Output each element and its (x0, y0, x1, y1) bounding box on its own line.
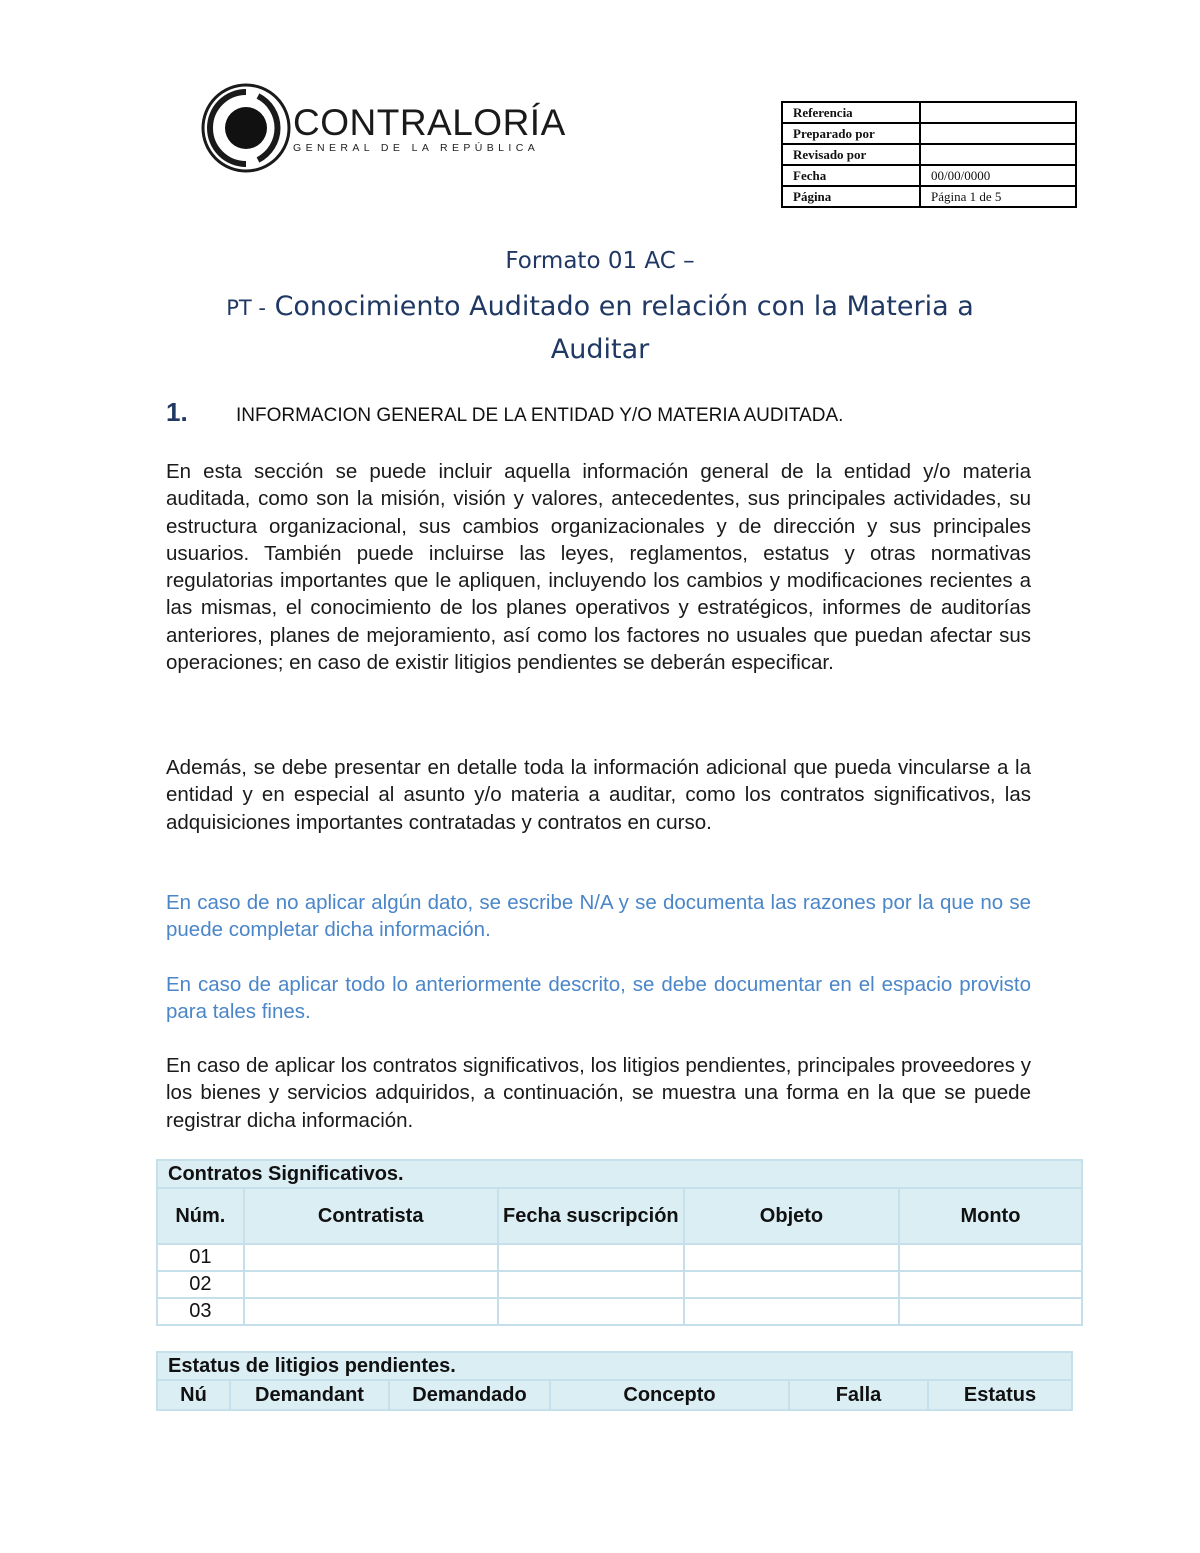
cell-objeto[interactable] (684, 1271, 899, 1298)
prepared-by-value[interactable] (920, 123, 1076, 144)
date-row (782, 165, 1076, 186)
prepared-by-label: Preparado por (782, 123, 920, 144)
litigation-caption-row (157, 1352, 1072, 1380)
header-nu: Nú (157, 1380, 230, 1410)
header-estatus: Estatus (928, 1380, 1072, 1410)
cell-contratista[interactable] (244, 1298, 498, 1325)
cell-objeto[interactable] (684, 1244, 899, 1271)
row-number: 02 (157, 1271, 244, 1298)
reviewed-by-value[interactable] (920, 144, 1076, 165)
cell-contratista[interactable] (244, 1244, 498, 1271)
litigation-table (156, 1351, 1073, 1411)
cell-objeto[interactable] (684, 1298, 899, 1325)
reference-table (781, 101, 1077, 208)
header-falla: Falla (789, 1380, 928, 1410)
form-title: Formato 01 AC – (505, 248, 695, 274)
header-monto: Monto (899, 1188, 1082, 1244)
date-value[interactable]: 00/00/0000 (920, 165, 1076, 186)
header-demandado: Demandado (389, 1380, 550, 1410)
section-number: 1. (166, 397, 188, 427)
date-label: Fecha (782, 165, 920, 186)
header-objeto: Objeto (684, 1188, 899, 1244)
logo-subtitle: GENERAL DE LA REPÚBLICA (293, 142, 540, 154)
contracts-caption-row (157, 1160, 1082, 1188)
contraloria-logo (196, 76, 566, 180)
cell-monto[interactable] (899, 1298, 1082, 1325)
note-document: En caso de aplicar todo lo anteriormente descrito, se debe documentar en el espacio provisto para tales fines. (166, 973, 1031, 1024)
header-num: Núm. (157, 1188, 244, 1244)
paragraph-register-form: En caso de aplicar los contratos significativos, los litigios pendientes, principales proveedores y los bienes y servicios adquiridos, a continuación, se muestra una forma en la que se puede registrar dicha información. (166, 1054, 1031, 1132)
reference-row (782, 102, 1076, 123)
row-number: 03 (157, 1298, 244, 1325)
contracts-table (156, 1159, 1083, 1326)
prepared-by-row (782, 123, 1076, 144)
cell-monto[interactable] (899, 1244, 1082, 1271)
cell-monto[interactable] (899, 1271, 1082, 1298)
reviewed-by-label: Revisado por (782, 144, 920, 165)
cell-contratista[interactable] (244, 1271, 498, 1298)
row-number: 01 (157, 1244, 244, 1271)
form-subtitle-prefix: PT - (226, 296, 266, 320)
form-subtitle (180, 286, 1020, 371)
section-heading (166, 397, 843, 428)
header-contratista: Contratista (244, 1188, 498, 1244)
header-concepto: Concepto (550, 1380, 789, 1410)
table-row (157, 1271, 1082, 1298)
cell-fecha[interactable] (498, 1298, 684, 1325)
section-title: INFORMACION GENERAL DE LA ENTIDAD Y/O MATERIA AUDITADA. (236, 405, 844, 426)
note-na: En caso de no aplicar algún dato, se escribe N/A y se documenta las razones por la que no se puede completar dicha información. (166, 891, 1031, 942)
cell-fecha[interactable] (498, 1244, 684, 1271)
page-row (782, 186, 1076, 207)
reference-label: Referencia (782, 102, 920, 123)
contraloria-emblem-icon (200, 82, 292, 174)
page-label: Página (782, 186, 920, 207)
table-row (157, 1298, 1082, 1325)
reviewed-by-row (782, 144, 1076, 165)
litigation-caption: Estatus de litigios pendientes. (157, 1352, 1072, 1380)
paragraph-additional-info: Además, se debe presentar en detalle toda la información adicional que pueda vincularse a la entidad y en especial al asunto y/o materia a auditar, como los contratos significativos, las adquisiciones importantes contratadas y contratos en curso. (166, 756, 1031, 834)
logo-wordmark: CONTRALORÍA (293, 102, 566, 143)
litigation-header-row (157, 1380, 1072, 1410)
paragraph-intro: En esta sección se puede incluir aquella información general de la entidad y/o materia auditada, como son la misión, visión y valores, antecedentes, sus principales actividades, su estructura organizacional, sus cambios organizacionales y de dirección y sus principales usuarios. También puede incluirse las leyes, reglamentos, estatus y otras normativas regulatorias importantes que le apliquen, incluyendo los cambios y modificaciones recientes a las mismas, el conocimiento de los planes operativos y estratégicos, informes de auditorías anteriores, planes de mejoramiento, así como los factores no usuales que puedan afectar sus operaciones; en caso de existir litigios pendientes se deberán especificar. (166, 460, 1031, 675)
header-demandante: Demandant (230, 1380, 389, 1410)
table-row (157, 1244, 1082, 1271)
page-value: Página 1 de 5 (920, 186, 1076, 207)
cell-fecha[interactable] (498, 1271, 684, 1298)
reference-value[interactable] (920, 102, 1076, 123)
contracts-header-row (157, 1188, 1082, 1244)
header-fecha-suscripcion: Fecha suscripción (498, 1188, 684, 1244)
form-subtitle-text: Conocimiento Auditado en relación con la Materia a Auditar (274, 291, 974, 365)
contracts-caption: Contratos Significativos. (157, 1160, 1082, 1188)
